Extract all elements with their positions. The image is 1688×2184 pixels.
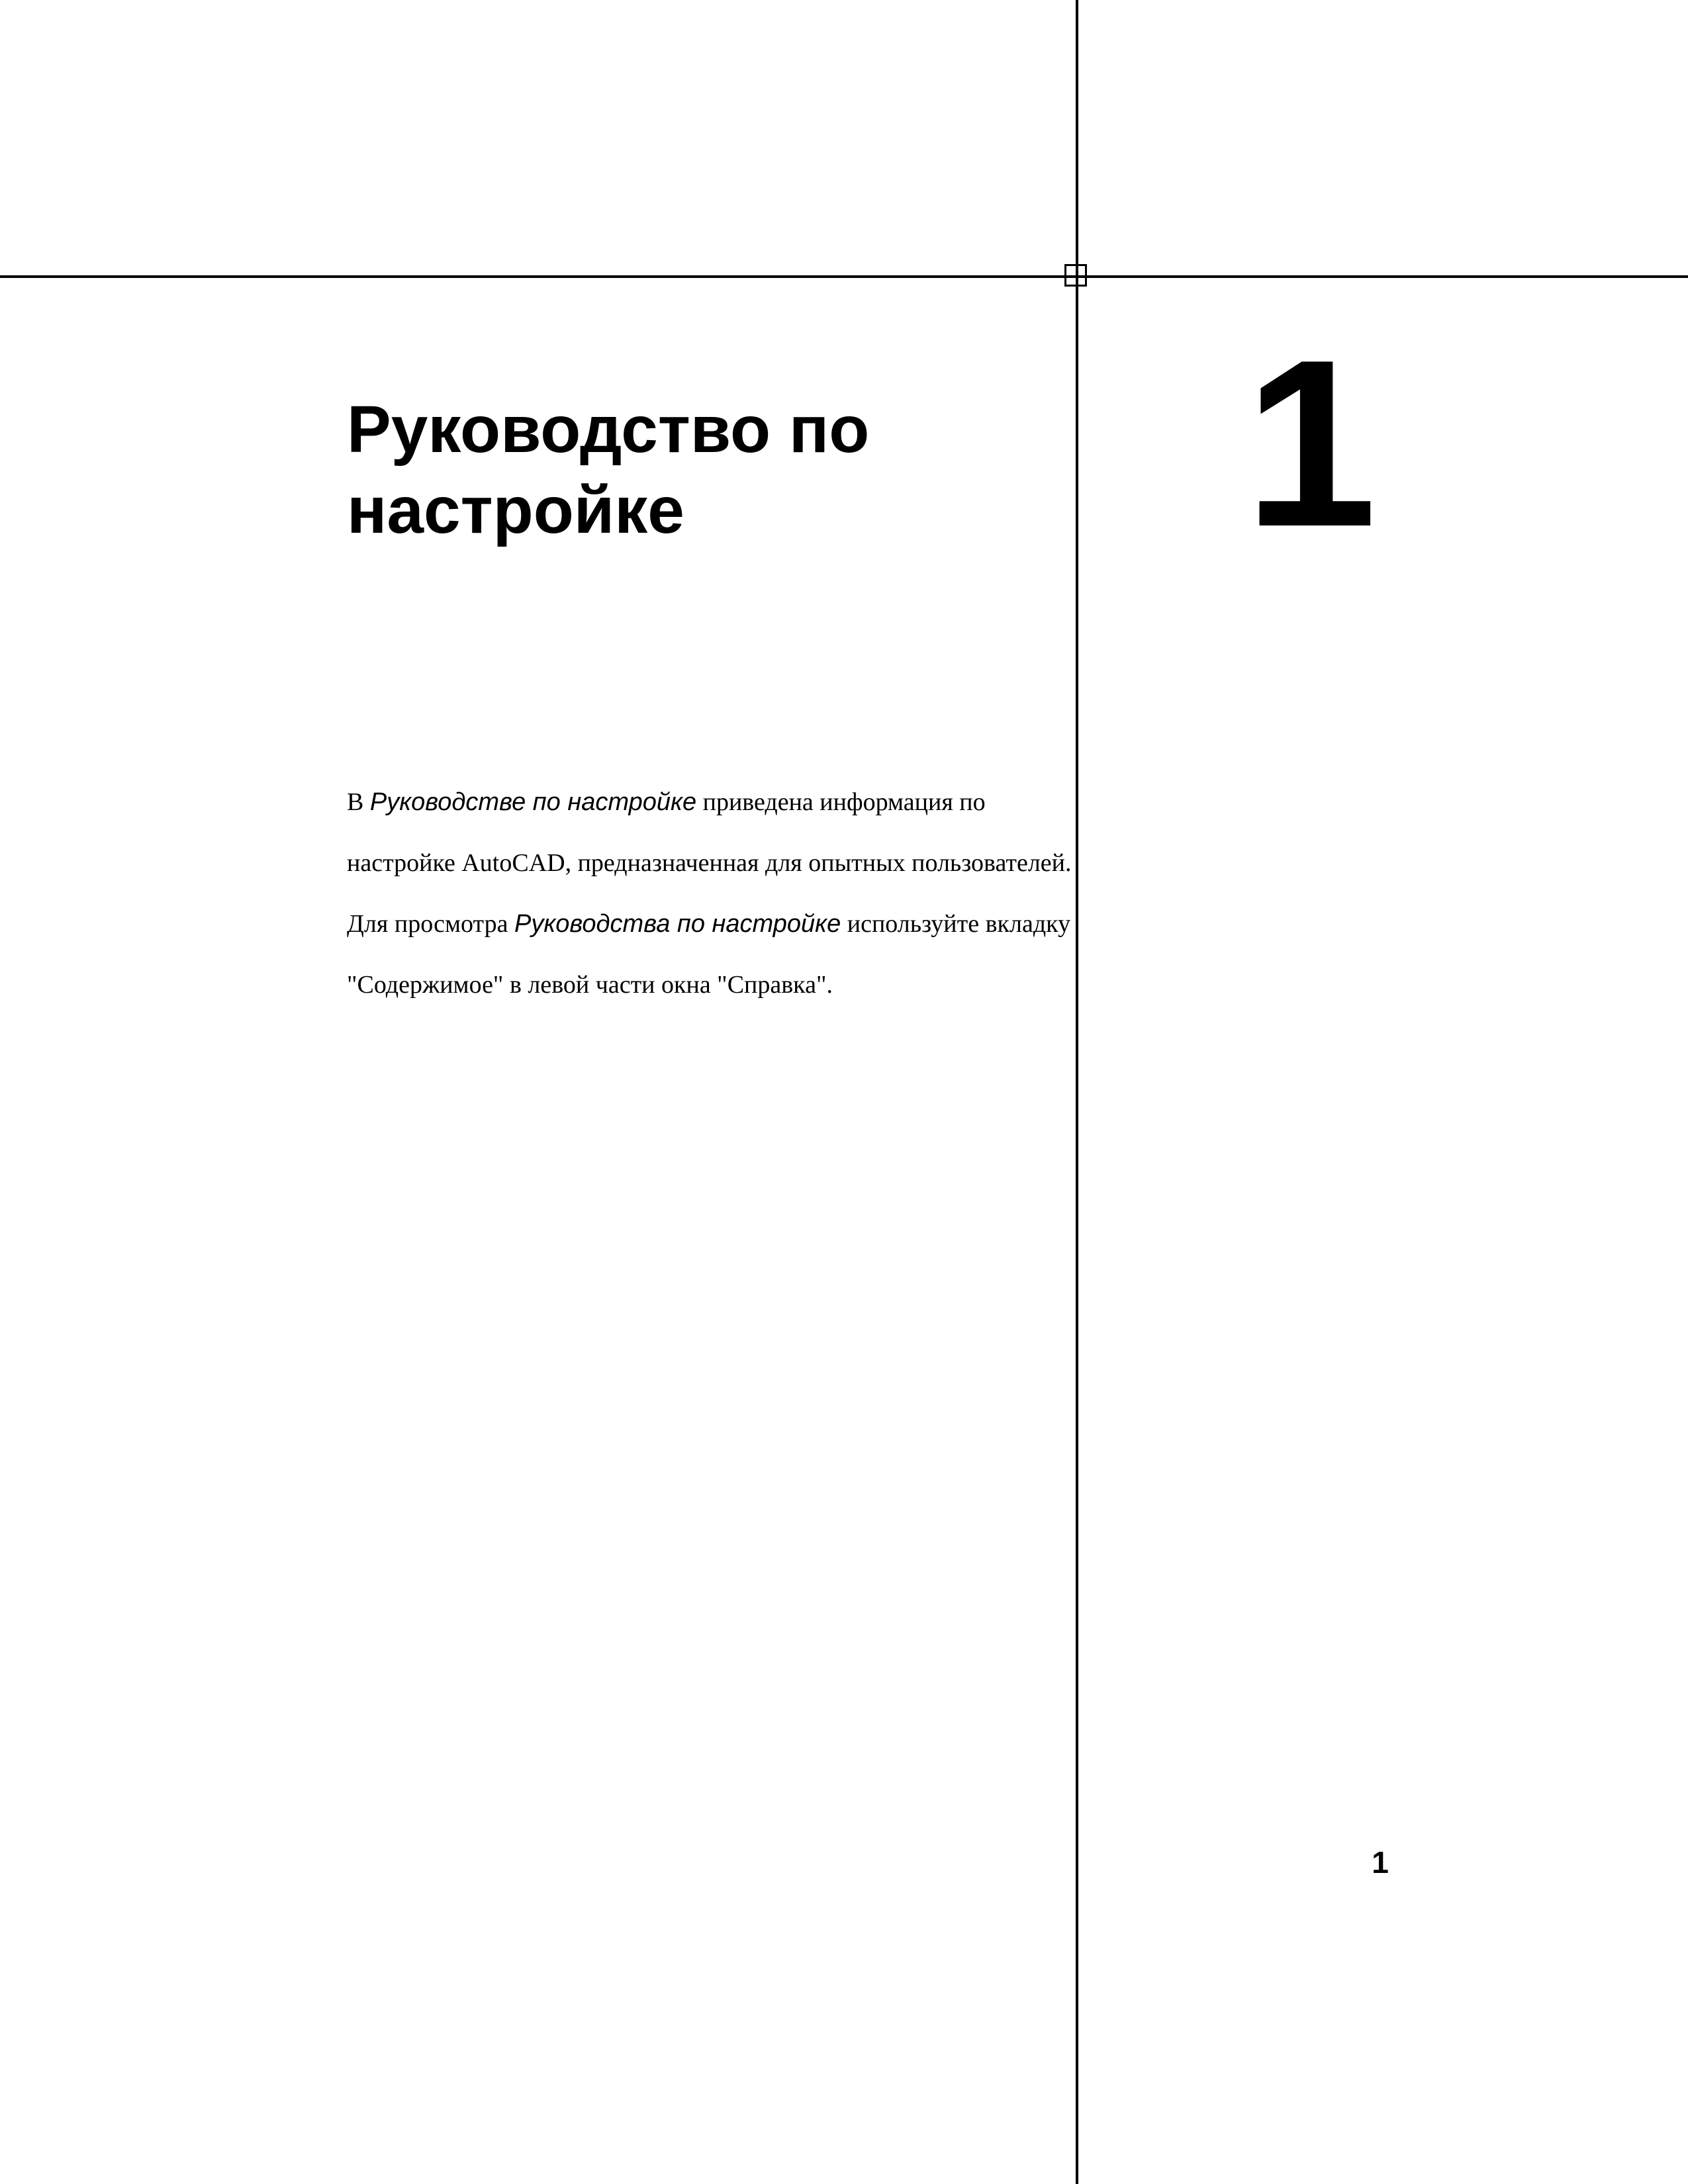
intro-line-1-emphasis: Руководстве по настройке — [369, 788, 697, 816]
intro-line-3c: используйте вкладку — [841, 910, 1071, 938]
intro-line-4: "Содержимое" в левой части окна "Справка". — [347, 971, 833, 999]
chapter-title-line-2: настройке — [347, 473, 684, 547]
top-horizontal-rule-right — [1496, 275, 1688, 277]
crop-mark-icon — [1064, 264, 1087, 287]
intro-line-1c: приведена информация по — [696, 788, 986, 816]
intro-line-3-emphasis: Руководства по настройке — [514, 910, 841, 938]
chapter-title — [347, 389, 1049, 551]
intro-line-3a: Для просмотра — [347, 910, 514, 938]
chapter-number: 1 — [1244, 310, 1378, 576]
intro-line-1a: В — [347, 788, 370, 816]
intro-line-2: настройке AutoCAD, предназначенная для опытных пользователей. — [347, 849, 1072, 877]
intro-paragraph — [347, 772, 1072, 1015]
top-horizontal-rule — [0, 275, 1688, 278]
vertical-divider-rule — [1076, 0, 1078, 2184]
chapter-title-line-1: Руководство по — [347, 392, 870, 467]
page-number: 1 — [1372, 1845, 1389, 1880]
